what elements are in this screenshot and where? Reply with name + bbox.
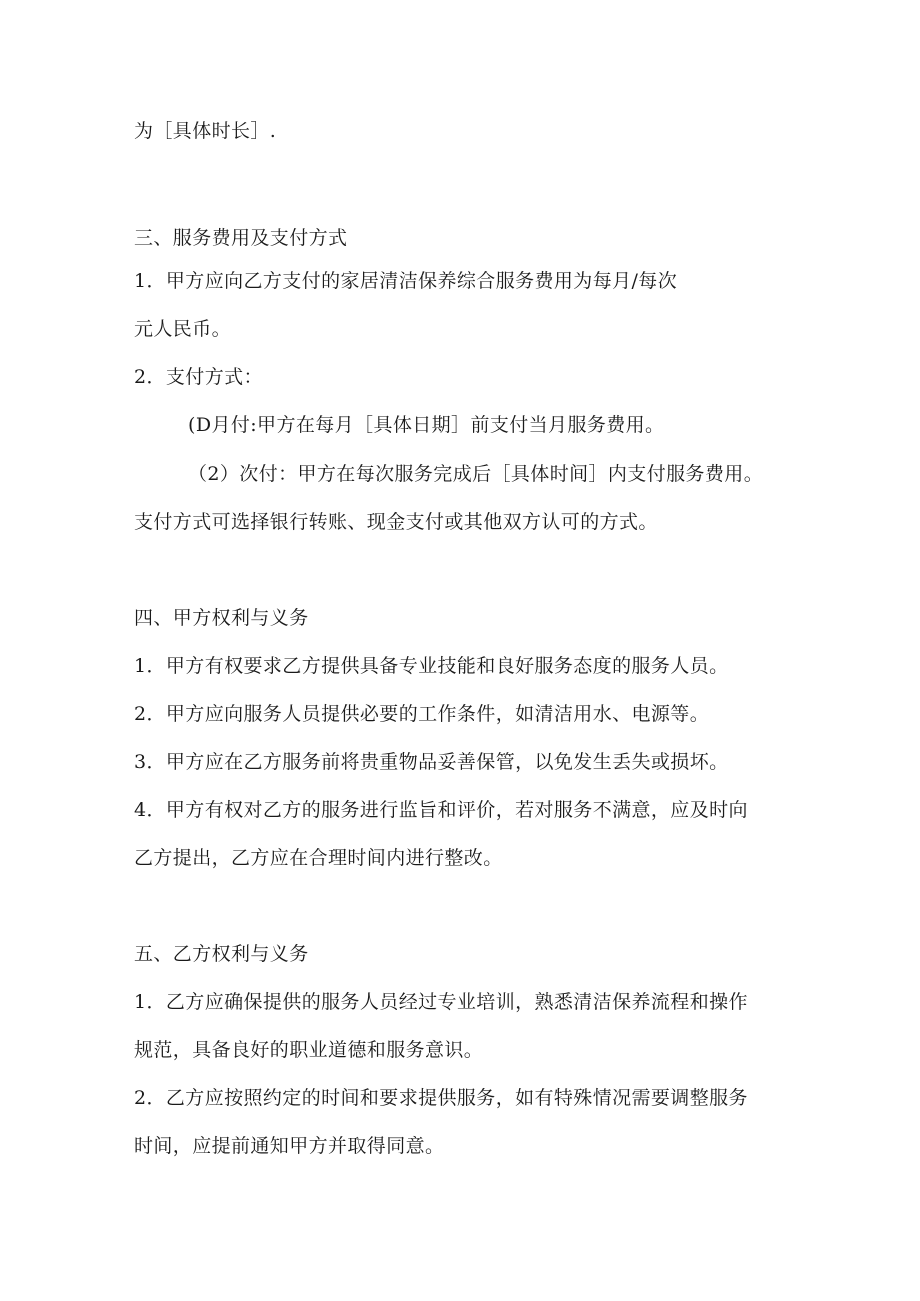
- section4-heading: 四、甲方权利与义务: [134, 607, 309, 629]
- section3-sub1: (D月付:甲方在每月［具体日期］前支付当月服务费用。: [188, 414, 665, 436]
- section5-item2-line2: 时间，应提前通知甲方并取得同意。: [134, 1135, 445, 1157]
- section3-item1-line2: 元人民币。: [134, 318, 232, 340]
- section4-item4-line2: 乙方提出，乙方应在合理时间内进行整改。: [134, 847, 503, 869]
- section4-item1: 1．甲方有权要求乙方提供具备专业技能和良好服务态度的服务人员。: [134, 655, 729, 677]
- section3-sub2: （2）次付：甲方在每次服务完成后［具体时间］内支付服务费用。: [188, 463, 764, 485]
- section3-item2: 2．支付方式：: [134, 366, 263, 388]
- section5-item2-line1: 2．乙方应按照约定的时间和要求提供服务，如有特殊情况需要调整服务: [134, 1087, 748, 1109]
- section4-item4-line1: 4．甲方有权对乙方的服务进行监旨和评价，若对服务不满意，应及时向: [134, 799, 748, 821]
- section3-heading: 三、服务费用及支付方式: [134, 227, 348, 249]
- section2-tail-text: 为［具体时长］.: [134, 120, 277, 142]
- section4-item2: 2．甲方应向服务人员提供必要的工作条件，如清洁用水、电源等。: [134, 703, 710, 725]
- section4-item3: 3．甲方应在乙方服务前将贵重物品妥善保管，以免发生丢失或损坏。: [134, 751, 729, 773]
- section5-item1-line1: 1．乙方应确保提供的服务人员经过专业培训，熟悉清洁保养流程和操作: [134, 991, 748, 1013]
- section3-item1-line1: 1．甲方应向乙方支付的家居清洁保养综合服务费用为每月/每次: [134, 270, 678, 292]
- section5-heading: 五、乙方权利与义务: [134, 943, 309, 965]
- section3-note: 支付方式可选择银行转账、现金支付或其他双方认可的方式。: [134, 511, 658, 533]
- section5-item1-line2: 规范，具备良好的职业道德和服务意识。: [134, 1039, 484, 1061]
